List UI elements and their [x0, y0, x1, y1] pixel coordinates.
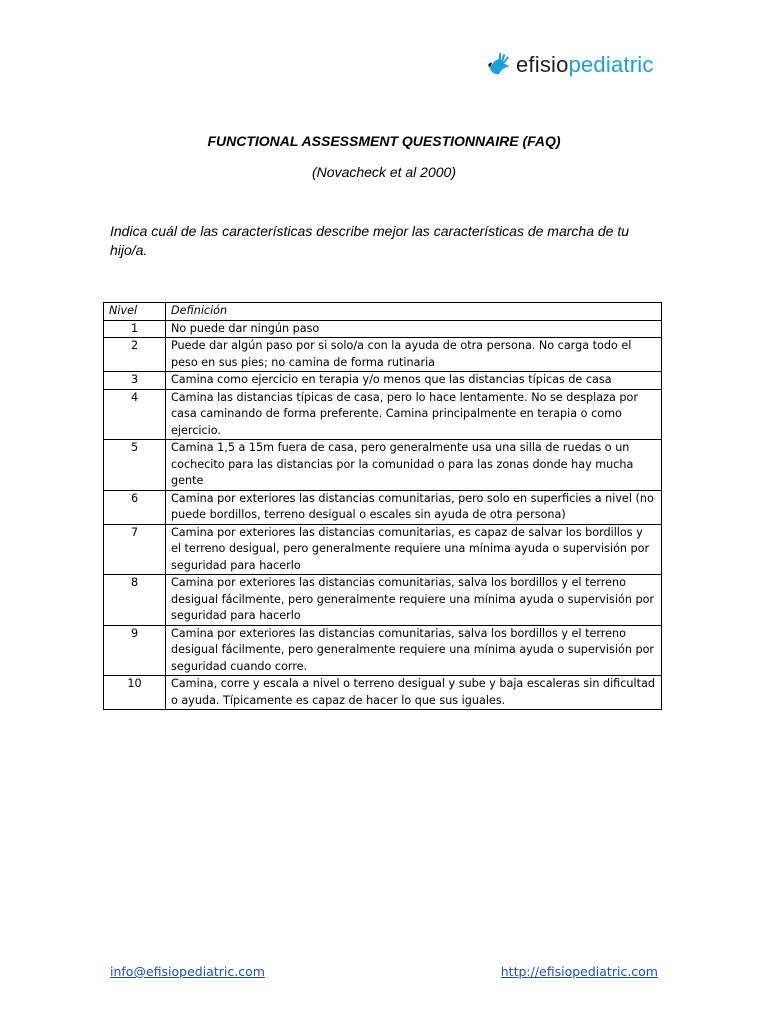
level-cell: 7	[104, 524, 166, 575]
table-row	[104, 625, 662, 676]
document-title: FUNCTIONAL ASSESSMENT QUESTIONNAIRE (FAQ)	[207, 133, 561, 149]
email-link[interactable]: info@efisiopediatric.com	[110, 964, 265, 979]
table-row	[104, 440, 662, 491]
table-row	[104, 575, 662, 626]
intro-instructions: Indica cuál de las características describe mejor las características de marcha de tu hijo/a.	[110, 223, 630, 258]
definition-cell: Camina como ejercicio en terapia y/o menos que las distancias típicas de casa	[166, 372, 662, 390]
header-level: Nivel	[104, 303, 166, 321]
definition-cell: No puede dar ningún paso	[166, 320, 662, 338]
table-header-row	[104, 303, 662, 321]
level-cell: 4	[104, 389, 166, 440]
definition-cell: Puede dar algún paso por si solo/a con la ayuda de otra persona. No carga todo el peso en sus pies; no camina de forma rutinaria	[166, 338, 662, 372]
level-cell: 2	[104, 338, 166, 372]
definition-cell: Camina por exteriores las distancias comunitarias, salva los bordillos y el terreno desigual fácilmente, pero generalmente requiere una mínima ayuda o supervisión por seguridad para hacerlo	[166, 575, 662, 626]
table-row	[104, 490, 662, 524]
table-row	[104, 389, 662, 440]
definition-cell: Camina, corre y escala a nivel o terreno desigual y sube y baja escaleras sin dificultad o ayuda. Típicamente es capaz de hacer lo que sus iguales.	[166, 676, 662, 710]
table-row	[104, 338, 662, 372]
level-cell: 1	[104, 320, 166, 338]
level-cell: 10	[104, 676, 166, 710]
table-row	[104, 372, 662, 390]
header-definition: Definición	[166, 303, 662, 321]
hand-logo-icon	[486, 51, 514, 79]
document-subtitle: (Novacheck et al 2000)	[312, 164, 456, 180]
level-cell: 5	[104, 440, 166, 491]
level-cell: 3	[104, 372, 166, 390]
level-cell: 9	[104, 625, 166, 676]
brand-logo	[486, 50, 654, 80]
website-link[interactable]: http://efisiopediatric.com	[500, 964, 658, 979]
definition-cell: Camina por exteriores las distancias comunitarias, es capaz de salvar los bordillos y el terreno desigual, pero generalmente requiere una mínima ayuda o supervisión por seguridad para hacerlo	[166, 524, 662, 575]
brand-wordmark: efisiopediatric	[516, 52, 654, 77]
level-cell: 8	[104, 575, 166, 626]
level-cell: 6	[104, 490, 166, 524]
faq-levels-table	[103, 302, 662, 710]
definition-cell: Camina las distancias típicas de casa, pero lo hace lentamente. No se desplaza por casa caminando de forma preferente. Camina principalmente en terapia o como ejercicio.	[166, 389, 662, 440]
table-row	[104, 676, 662, 710]
table-row	[104, 320, 662, 338]
definition-cell: Camina 1,5 a 15m fuera de casa, pero generalmente usa una silla de ruedas o un cochecito para las distancias por la comunidad o para las zonas donde hay mucha gente	[166, 440, 662, 491]
definition-cell: Camina por exteriores las distancias comunitarias, salva los bordillos y el terreno desigual fácilmente, pero generalmente requiere una mínima ayuda o supervisión por seguridad cuando corre.	[166, 625, 662, 676]
table-row	[104, 524, 662, 575]
definition-cell: Camina por exteriores las distancias comunitarias, pero solo en superficies a nivel (no puede bordillos, terreno desigual o escales sin ayuda de otra persona)	[166, 490, 662, 524]
